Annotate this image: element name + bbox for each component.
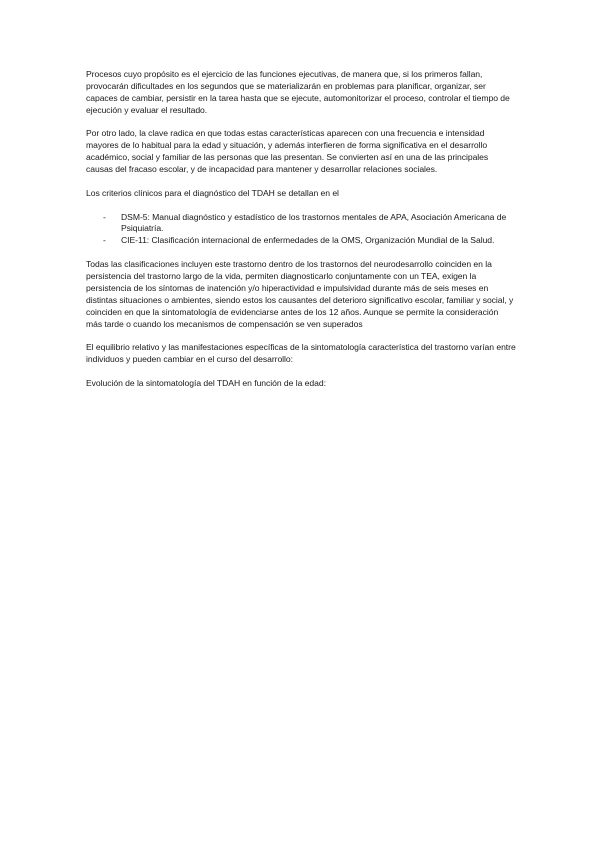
paragraph-relative-balance: El equilibrio relativo y las manifestaciones específicas de la sintomatología característica del trastorno varían entre individuos y pueden cambiar en el curso del desarrollo: [86, 342, 516, 365]
list-bullet: - [103, 211, 106, 222]
document-body [86, 69, 516, 402]
paragraph-classifications: Todas las clasificaciones incluyen este trastorno dentro de los trastornos del neurodesarrollo coinciden en la persistencia del trastorno largo de la vida, permiten diagnosticarlo conjuntamente con un TEA, exigen la persistencia de los síntomas de inatención y/o hiperactividad e impulsividad durante más de seis meses en distintas situaciones o ambientes, siendo estos los causantes del deterioro significativo escolar, familiar y social, y coinciden en que la sintomatología de evidenciarse antes de los 12 años. Aunque se permite la consideración más tarde o cuando los mecanismos de compensación se ven superados [86, 259, 514, 329]
list-bullet: - [103, 235, 106, 246]
list-item-text: CIE-11: Clasificación internacional de enfermedades de la OMS, Organización Mundial de la Salud. [121, 235, 495, 246]
paragraph-frequency-intensity: Por otro lado, la clave radica en que todas estas características aparecen con una frecuencia e intensidad mayores de lo habitual para la edad y situación, y además interfieren de forma significativa en el desarrollo académico, social y familiar de las personas que las presentan. Se convierten así en una de las principales causas del fracaso escolar, y de incapacidad para mantener y desarrollar relaciones sociales. [86, 128, 489, 175]
list-item-text: DSM-5: Manual diagnóstico y estadístico de los trastornos mentales de APA, Asociación Americana de Psiquiatría. [121, 211, 507, 234]
paragraph-diagnostic-criteria-intro: Los criterios clínicos para el diagnóstico del TDAH se detallan en el [86, 187, 339, 198]
paragraph-evolution-heading: Evolución de la sintomatología del TDAH en función de la edad: [86, 377, 326, 388]
list-item [86, 212, 516, 236]
list-item [86, 235, 516, 247]
paragraph-executive-functions: Procesos cuyo propósito es el ejercicio de las funciones ejecutivas, de manera que, si los primeros fallan, provocarán dificultades en los segundos que se materializarán en problemas para planificar, organizar, ser capaces de cambiar, persistir en la tarea hasta que se ejecute, automonitorizar el proceso, controlar el tiempo de ejecución y evaluar el resultado. [86, 69, 510, 115]
classification-list [86, 212, 516, 248]
